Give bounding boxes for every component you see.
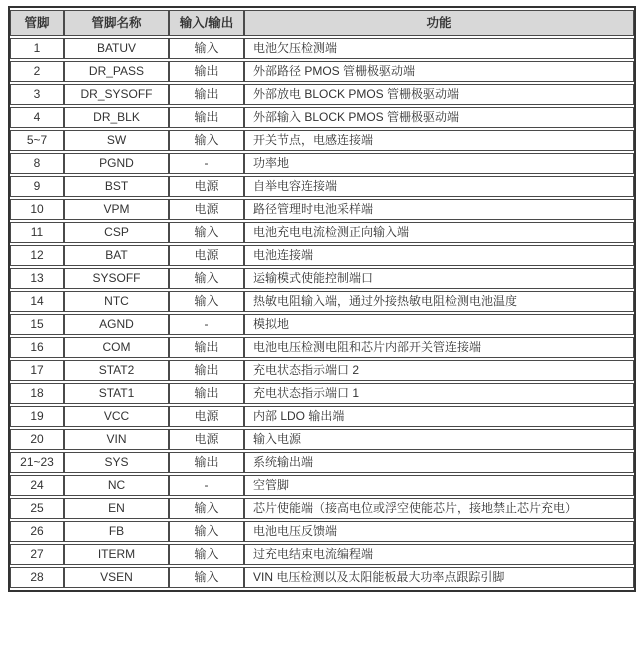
- pin-io-cell: 输出: [169, 107, 244, 128]
- pin-number-cell: 5~7: [10, 130, 64, 151]
- pin-name-cell: NTC: [64, 291, 169, 312]
- pin-number-cell: 27: [10, 544, 64, 565]
- pin-number-cell: 16: [10, 337, 64, 358]
- pin-name-cell: FB: [64, 521, 169, 542]
- pin-number-cell: 13: [10, 268, 64, 289]
- pin-io-cell: 输入: [169, 222, 244, 243]
- pin-function-cell: 外部输入 BLOCK PMOS 管栅极驱动端: [244, 107, 634, 128]
- pin-number-cell: 4: [10, 107, 64, 128]
- table-row: [10, 567, 634, 588]
- pin-name-cell: SYSOFF: [64, 268, 169, 289]
- pin-function-cell: 自举电容连接端: [244, 176, 634, 197]
- pin-number-cell: 15: [10, 314, 64, 335]
- pin-name-cell: BST: [64, 176, 169, 197]
- pin-number-cell: 1: [10, 38, 64, 59]
- pin-function-cell: 充电状态指示端口 1: [244, 383, 634, 404]
- pin-name-cell: NC: [64, 475, 169, 496]
- pin-io-cell: -: [169, 475, 244, 496]
- pin-number-cell: 18: [10, 383, 64, 404]
- header-pin-number: 管脚: [10, 10, 64, 36]
- pin-number-cell: 25: [10, 498, 64, 519]
- table-row: [10, 107, 634, 128]
- table-row: [10, 130, 634, 151]
- pin-number-cell: 8: [10, 153, 64, 174]
- pin-function-cell: VIN 电压检测以及太阳能板最大功率点跟踪引脚: [244, 567, 634, 588]
- pin-function-cell: 输入电源: [244, 429, 634, 450]
- table-row: [10, 222, 634, 243]
- pin-function-cell: 电池充电电流检测正向输入端: [244, 222, 634, 243]
- pin-io-cell: -: [169, 153, 244, 174]
- table-row: [10, 521, 634, 542]
- pin-io-cell: 输出: [169, 383, 244, 404]
- pin-name-cell: VSEN: [64, 567, 169, 588]
- pin-function-cell: 热敏电阻输入端，通过外接热敏电阻检测电池温度: [244, 291, 634, 312]
- pin-name-cell: SW: [64, 130, 169, 151]
- pin-io-cell: 电源: [169, 406, 244, 427]
- table-row: [10, 429, 634, 450]
- pin-function-cell: 充电状态指示端口 2: [244, 360, 634, 381]
- table-row: [10, 245, 634, 266]
- pin-function-cell: 开关节点，电感连接端: [244, 130, 634, 151]
- pin-io-cell: 输入: [169, 498, 244, 519]
- table-row: [10, 176, 634, 197]
- pin-number-cell: 21~23: [10, 452, 64, 473]
- table-row: [10, 452, 634, 473]
- pin-io-cell: 电源: [169, 245, 244, 266]
- pin-function-cell: 系统输出端: [244, 452, 634, 473]
- pin-number-cell: 14: [10, 291, 64, 312]
- pin-io-cell: 输入: [169, 38, 244, 59]
- pin-number-cell: 20: [10, 429, 64, 450]
- table-row: [10, 314, 634, 335]
- pin-name-cell: AGND: [64, 314, 169, 335]
- pin-io-cell: 输出: [169, 337, 244, 358]
- table-row: [10, 383, 634, 404]
- table-row: [10, 291, 634, 312]
- pin-io-cell: 输出: [169, 360, 244, 381]
- table-row: [10, 38, 634, 59]
- pin-function-cell: 电池连接端: [244, 245, 634, 266]
- pin-name-cell: ITERM: [64, 544, 169, 565]
- pin-name-cell: DR_BLK: [64, 107, 169, 128]
- pin-name-cell: VIN: [64, 429, 169, 450]
- pin-number-cell: 28: [10, 567, 64, 588]
- pin-function-cell: 电池电压反馈端: [244, 521, 634, 542]
- pin-io-cell: -: [169, 314, 244, 335]
- table-row: [10, 337, 634, 358]
- table-row: [10, 268, 634, 289]
- table-row: [10, 406, 634, 427]
- pin-function-cell: 空管脚: [244, 475, 634, 496]
- pin-io-cell: 输入: [169, 130, 244, 151]
- pin-io-cell: 电源: [169, 199, 244, 220]
- pin-function-cell: 过充电结束电流编程端: [244, 544, 634, 565]
- pin-function-cell: 功率地: [244, 153, 634, 174]
- pin-io-cell: 输入: [169, 567, 244, 588]
- table-row: [10, 475, 634, 496]
- pin-function-cell: 电池欠压检测端: [244, 38, 634, 59]
- pin-number-cell: 3: [10, 84, 64, 105]
- pin-io-cell: 电源: [169, 429, 244, 450]
- table-header-row: [10, 10, 634, 36]
- pin-io-cell: 电源: [169, 176, 244, 197]
- pin-name-cell: VPM: [64, 199, 169, 220]
- pin-name-cell: DR_SYSOFF: [64, 84, 169, 105]
- pin-number-cell: 2: [10, 61, 64, 82]
- pin-name-cell: SYS: [64, 452, 169, 473]
- table-row: [10, 498, 634, 519]
- pin-name-cell: DR_PASS: [64, 61, 169, 82]
- table-row: [10, 544, 634, 565]
- pin-name-cell: PGND: [64, 153, 169, 174]
- pin-number-cell: 17: [10, 360, 64, 381]
- pin-io-cell: 输出: [169, 452, 244, 473]
- pin-name-cell: CSP: [64, 222, 169, 243]
- pin-io-cell: 输出: [169, 61, 244, 82]
- pin-io-cell: 输出: [169, 84, 244, 105]
- pin-number-cell: 12: [10, 245, 64, 266]
- pin-number-cell: 9: [10, 176, 64, 197]
- pin-function-cell: 芯片使能端（接高电位或浮空使能芯片，接地禁止芯片充电）: [244, 498, 634, 519]
- table-row: [10, 199, 634, 220]
- pin-name-cell: STAT1: [64, 383, 169, 404]
- pin-name-cell: BATUV: [64, 38, 169, 59]
- header-function: 功能: [244, 10, 634, 36]
- table-row: [10, 153, 634, 174]
- pin-number-cell: 24: [10, 475, 64, 496]
- pin-description-table: [8, 6, 636, 592]
- pin-io-cell: 输入: [169, 291, 244, 312]
- pin-function-cell: 模拟地: [244, 314, 634, 335]
- pin-number-cell: 19: [10, 406, 64, 427]
- pin-number-cell: 26: [10, 521, 64, 542]
- pin-number-cell: 11: [10, 222, 64, 243]
- pin-function-cell: 外部放电 BLOCK PMOS 管栅极驱动端: [244, 84, 634, 105]
- table-row: [10, 84, 634, 105]
- pin-name-cell: STAT2: [64, 360, 169, 381]
- pin-function-cell: 外部路径 PMOS 管栅极驱动端: [244, 61, 634, 82]
- pin-name-cell: EN: [64, 498, 169, 519]
- table-row: [10, 61, 634, 82]
- pin-function-cell: 路径管理时电池采样端: [244, 199, 634, 220]
- pin-name-cell: BAT: [64, 245, 169, 266]
- header-pin-name: 管脚名称: [64, 10, 169, 36]
- table-body: [10, 38, 634, 588]
- pin-function-cell: 运输模式使能控制端口: [244, 268, 634, 289]
- table-row: [10, 360, 634, 381]
- pin-io-cell: 输入: [169, 544, 244, 565]
- pin-name-cell: VCC: [64, 406, 169, 427]
- pin-function-cell: 电池电压检测电阻和芯片内部开关管连接端: [244, 337, 634, 358]
- pin-function-cell: 内部 LDO 输出端: [244, 406, 634, 427]
- pin-number-cell: 10: [10, 199, 64, 220]
- pin-name-cell: COM: [64, 337, 169, 358]
- header-input-output: 输入/输出: [169, 10, 244, 36]
- pin-io-cell: 输入: [169, 521, 244, 542]
- pin-io-cell: 输入: [169, 268, 244, 289]
